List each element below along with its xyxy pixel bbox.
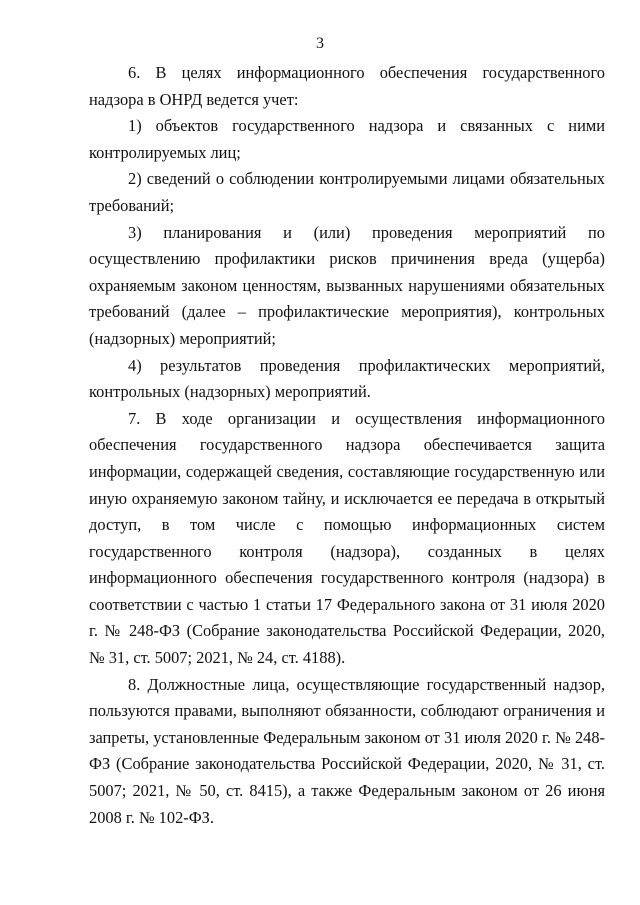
paragraph-subitem-6-3: 3) планирования и (или) проведения мероприятий по осуществлению профилактики рисков причинения вреда (ущерба) охраняемым законом ценностям, вызванных нарушениями обязательных требований (далее – профилактические мероприятия), контрольных (надзорных) мероприятий; [89,222,605,348]
page-number: 3 [316,35,324,52]
paragraph-subitem-6-4: 4) результатов проведения профилактических мероприятий, контрольных (надзорных) мероприятий. [89,355,605,402]
paragraph-item-6: 6. В целях информационного обеспечения государственного надзора в ОНРД ведется учет: [89,63,605,109]
paragraph-subitem-6-2: 2) сведений о соблюдении контролируемыми лицами обязательных требований; [89,169,605,215]
paragraph-item-8: 8. Должностные лица, осуществляющие государственный надзор, пользуются правами, выполняют обязанности, соблюдают ограничения и запреты, установленные Федеральным законом от 31 июля 2020 г. № 248-ФЗ (Собрание законодательства Российской Федерации, 2020, № 31, ст. 5007; 2021, № 50, ст. 8415), а также Федеральным законом от 26 июня 2008 г. № 102-ФЗ. [89,674,605,827]
paragraph-subitem-6-1: 1) объектов государственного надзора и связанных с ними контролируемых лиц; [89,116,605,162]
paragraph-item-7: 7. В ходе организации и осуществления информационного обеспечения государственного надзора обеспечивается защита информации, содержащей сведения, составляющие государственную или иную охраняемую законом тайну, и исключается ее передача в открытый доступ, в том числе с помощью информационных систем государственного контроля (надзора), созданных в целях информационного обеспечения государственного контроля (надзора) в соответствии с частью 1 статьи 17 Федерального закона от 31 июля 2020 г. № 248-ФЗ (Собрание законодательства Российской Федерации, 2020, № 31, ст. 5007; 2021, № 24, ст. 4188). [89,408,605,668]
document-body [89,60,605,831]
